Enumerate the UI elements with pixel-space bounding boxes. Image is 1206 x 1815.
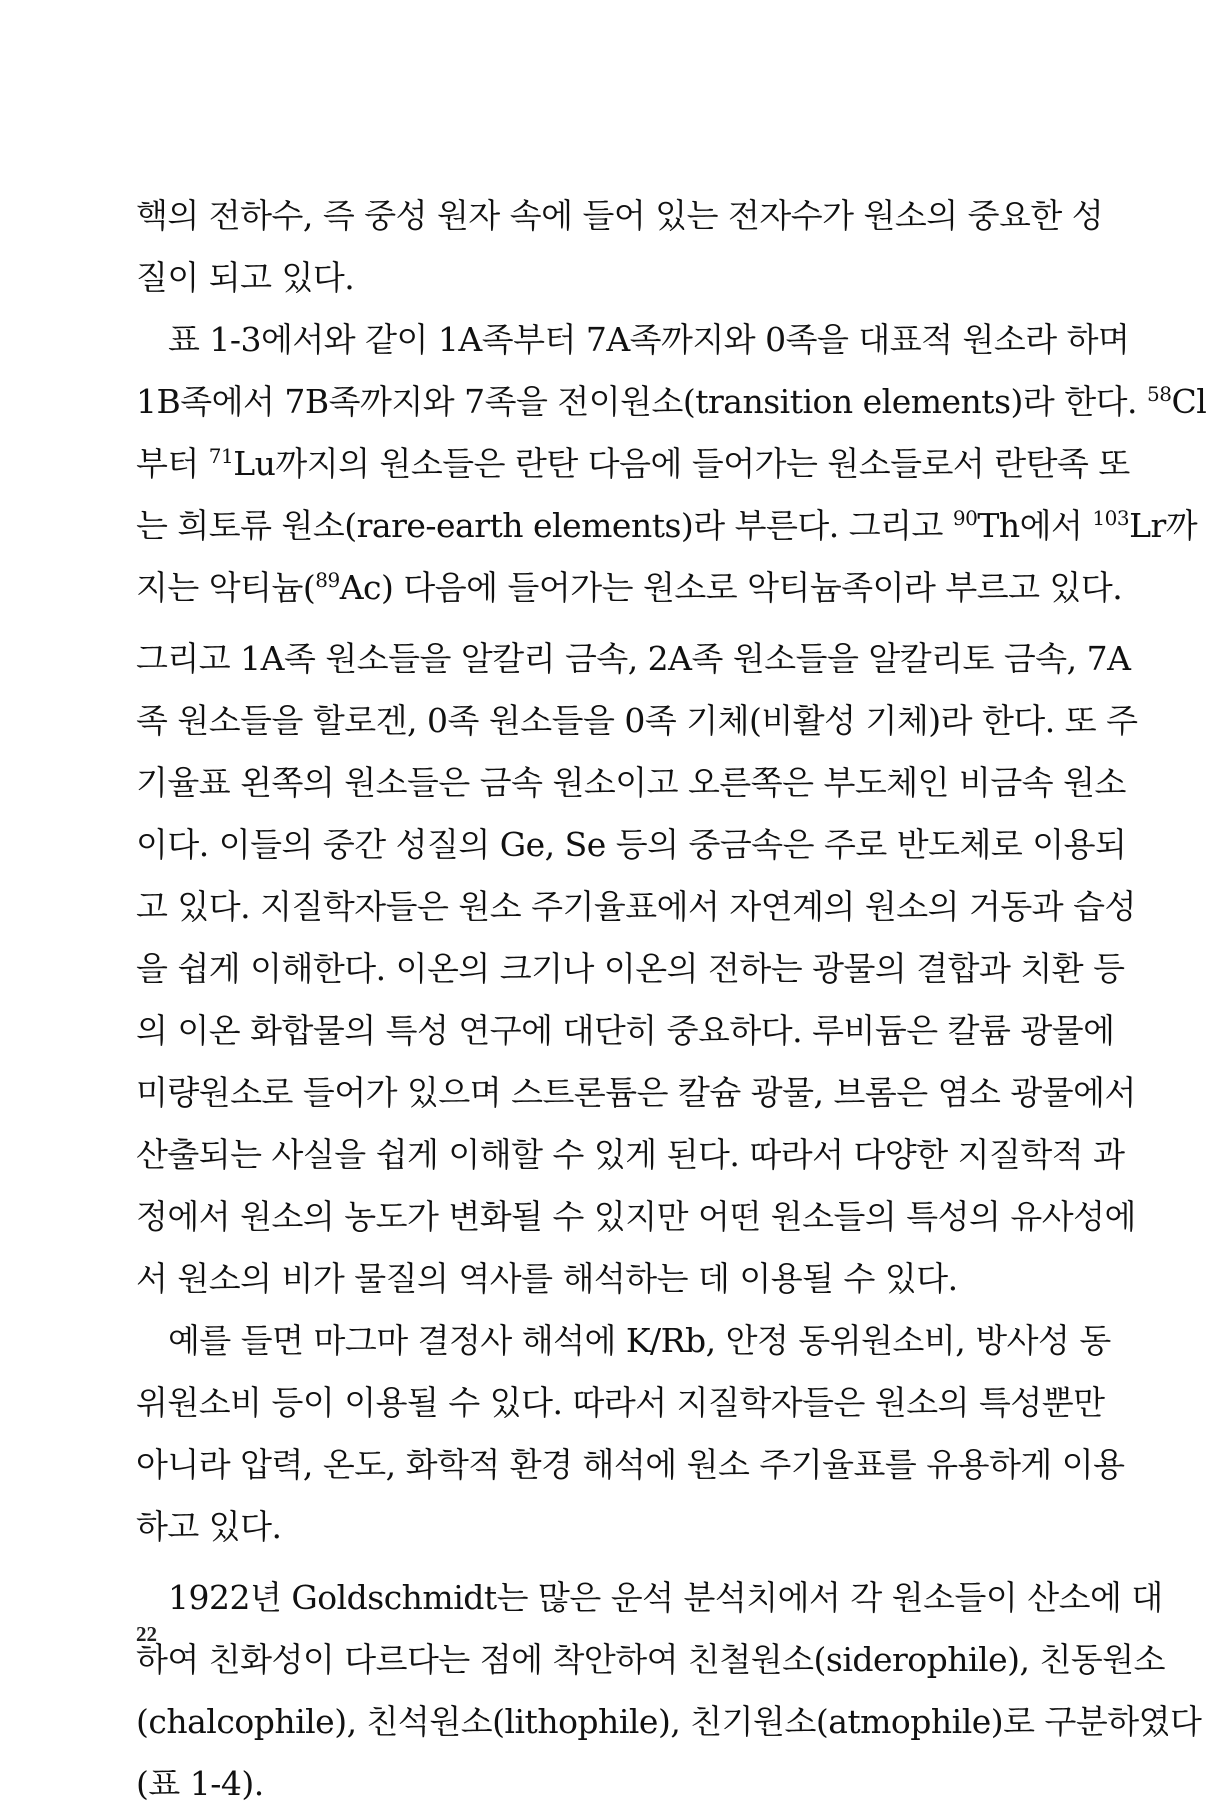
text-line bbox=[136, 495, 1198, 557]
text-segment: 는 희토류 원소(rare-earth elements)라 부른다. 그리고 bbox=[136, 506, 943, 545]
text-line: 산출되는 사실을 쉽게 이해할 수 있게 된다. 따라서 다양한 지질학적 과 bbox=[136, 1135, 1125, 1174]
text-line: 질이 되고 있다. bbox=[136, 258, 355, 297]
text-line: 1922년 Goldschmidt는 많은 운석 분석치에서 각 원소들이 산소에 대 bbox=[168, 1578, 1163, 1617]
text-line: 서 원소의 비가 물질의 역사를 해석하는 데 이용될 수 있다. bbox=[136, 1259, 958, 1298]
text-line: 고 있다. 지질학자들은 원소 주기율표에서 자연계의 원소의 거동과 습성 bbox=[136, 887, 1136, 926]
text-line bbox=[136, 371, 1206, 433]
mass-number: 103 bbox=[1092, 506, 1130, 530]
page-number: 22 bbox=[136, 1622, 157, 1646]
text-line: 아니라 압력, 온도, 화학적 환경 해석에 원소 주기율표를 유용하게 이용 bbox=[136, 1445, 1125, 1484]
text-segment: 부터 bbox=[136, 444, 199, 483]
text-line: 족 원소들을 할로겐, 0족 원소들을 0족 기체(비활성 기체)라 한다. 또 주 bbox=[136, 701, 1138, 740]
text-line bbox=[136, 433, 1130, 495]
text-line: 예를 들면 마그마 결정사 해석에 K/Rb, 안정 동위원소비, 방사성 동 bbox=[168, 1321, 1111, 1360]
mass-number: 58 bbox=[1147, 382, 1172, 406]
text-line: 을 쉽게 이해한다. 이온의 크기나 이온의 전하는 광물의 결합과 치환 등 bbox=[136, 949, 1125, 988]
text-line: (chalcophile), 친석원소(lithophile), 친기원소(atmophile)로 구분하였다 bbox=[136, 1702, 1202, 1741]
text-line: 그리고 1A족 원소들을 알칼리 금속, 2A족 원소들을 알칼리토 금속, 7A bbox=[136, 639, 1131, 678]
isotope-cl bbox=[1147, 382, 1206, 421]
isotope-th bbox=[953, 506, 1082, 545]
mass-number: 71 bbox=[208, 444, 234, 468]
body-text bbox=[136, 185, 1206, 1815]
text-segment: Lu까지의 원소들은 란탄 다음에 들어가는 원소들로서 란탄족 또 bbox=[233, 444, 1130, 483]
text-line: 하여 친화성이 다르다는 점에 착안하여 친철원소(siderophile), 친동원소 bbox=[136, 1640, 1166, 1679]
text-line bbox=[136, 557, 1123, 619]
text-segment: Ac) 다음에 들어가는 원소로 악티늄족이라 부르고 있다. bbox=[339, 568, 1123, 607]
text-line: 표 1-3에서와 같이 1A족부터 7A족까지와 0족을 대표적 원소라 하며 bbox=[168, 320, 1130, 359]
text-line: 기율표 왼쪽의 원소들은 금속 원소이고 오른쪽은 부도체인 비금속 원소 bbox=[136, 763, 1126, 802]
mass-number: 90 bbox=[952, 506, 978, 530]
element-symbol: Cl bbox=[1171, 382, 1206, 421]
text-line: 미량원소로 들어가 있으며 스트론튬은 칼슘 광물, 브롬은 염소 광물에서 bbox=[136, 1073, 1136, 1112]
text-line: 정에서 원소의 농도가 변화될 수 있지만 어떤 원소들의 특성의 유사성에 bbox=[136, 1197, 1136, 1236]
isotope-lu bbox=[209, 444, 1130, 483]
text-line: 핵의 전하수, 즉 중성 원자 속에 들어 있는 전자수가 원소의 중요한 성 bbox=[136, 196, 1104, 235]
isotope-lr bbox=[1092, 506, 1197, 545]
text-line: 의 이온 화합물의 특성 연구에 대단히 중요하다. 루비듐은 칼륨 광물에 bbox=[136, 1011, 1115, 1050]
text-line: 하고 있다. bbox=[136, 1507, 282, 1546]
mass-number: 89 bbox=[315, 568, 340, 592]
text-line: 위원소비 등이 이용될 수 있다. 따라서 지질학자들은 원소의 특성뿐만 bbox=[136, 1383, 1105, 1422]
text-segment: Th에서 bbox=[977, 506, 1083, 545]
text-segment: Lr까 bbox=[1129, 506, 1198, 545]
text-line: (표 1-4). bbox=[136, 1764, 264, 1803]
text-line: 이다. 이들의 중간 성질의 Ge, Se 등의 중금속은 주로 반도체로 이용되 bbox=[136, 825, 1127, 864]
text-segment: 1B족에서 7B족까지와 7족을 전이원소(transition elements)라 한다. bbox=[136, 382, 1137, 421]
text-segment: 지는 악티늄( bbox=[136, 568, 316, 607]
